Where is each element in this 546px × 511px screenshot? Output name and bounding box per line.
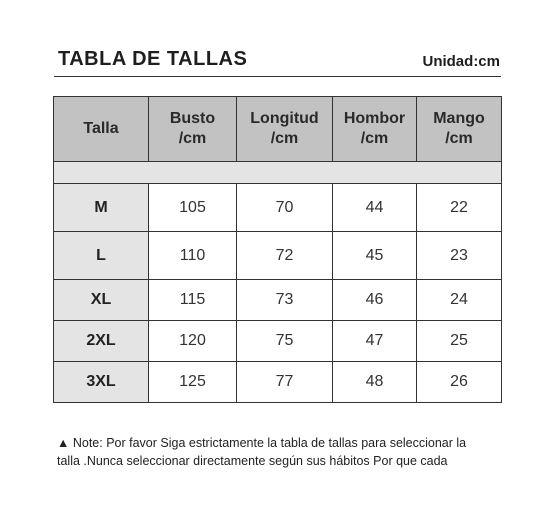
- table-row: [54, 280, 502, 321]
- longitud-cell: 72: [237, 232, 333, 280]
- mango-cell: 24: [417, 280, 502, 321]
- mango-cell: 25: [417, 321, 502, 362]
- longitud-cell: 73: [237, 280, 333, 321]
- unit-label: Unidad:cm: [422, 53, 500, 70]
- mango-cell: 22: [417, 184, 502, 232]
- note-line-2: talla .Nunca seleccionar directamente según sus hábitos Por que cada: [57, 454, 448, 468]
- column-header-hombor: Hombor /cm: [333, 97, 417, 162]
- size-cell: 2XL: [54, 321, 149, 362]
- busto-cell: 105: [149, 184, 237, 232]
- column-header-longitud: Longitud /cm: [237, 97, 333, 162]
- page-title: TABLA DE TALLAS: [58, 48, 248, 70]
- column-header-busto: Busto /cm: [149, 97, 237, 162]
- size-table: [53, 96, 502, 403]
- column-header-talla: Talla: [54, 97, 149, 162]
- warning-triangle-icon: ▲: [57, 436, 70, 450]
- hombor-cell: 47: [333, 321, 417, 362]
- size-cell: L: [54, 232, 149, 280]
- table-header-row: [54, 97, 502, 162]
- mango-cell: 23: [417, 232, 502, 280]
- hombor-cell: 46: [333, 280, 417, 321]
- size-cell: XL: [54, 280, 149, 321]
- busto-cell: 120: [149, 321, 237, 362]
- hombor-cell: 48: [333, 362, 417, 403]
- chart-header: [54, 46, 501, 77]
- table-row: [54, 362, 502, 403]
- size-note: [57, 434, 507, 470]
- mango-cell: 26: [417, 362, 502, 403]
- busto-cell: 125: [149, 362, 237, 403]
- longitud-cell: 75: [237, 321, 333, 362]
- size-cell: M: [54, 184, 149, 232]
- hombor-cell: 44: [333, 184, 417, 232]
- column-header-mango: Mango /cm: [417, 97, 502, 162]
- spacer-cell: [54, 162, 502, 184]
- table-row: [54, 232, 502, 280]
- busto-cell: 110: [149, 232, 237, 280]
- note-line-1: Note: Por favor Siga estrictamente la tabla de tallas para seleccionar la: [72, 436, 467, 450]
- table-row: [54, 184, 502, 232]
- busto-cell: 115: [149, 280, 237, 321]
- longitud-cell: 77: [237, 362, 333, 403]
- table-row: [54, 321, 502, 362]
- longitud-cell: 70: [237, 184, 333, 232]
- table-spacer-row: [54, 162, 502, 184]
- hombor-cell: 45: [333, 232, 417, 280]
- size-cell: 3XL: [54, 362, 149, 403]
